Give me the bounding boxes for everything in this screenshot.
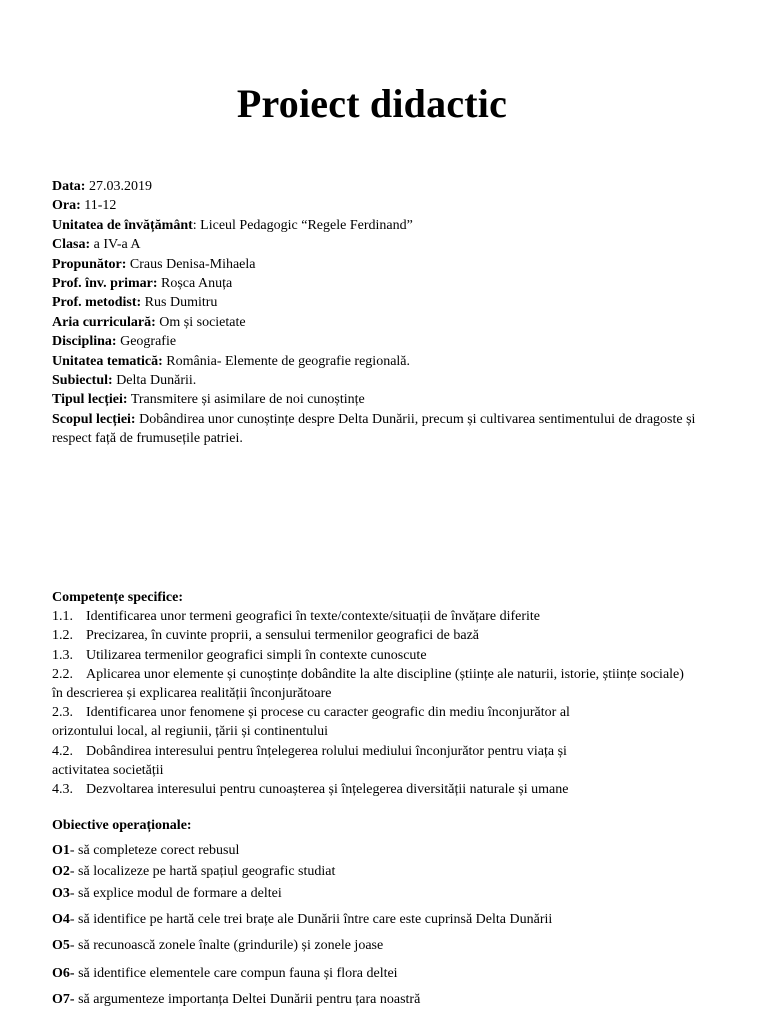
info-row-proposer: Propunător: Craus Denisa-Mihaela <box>52 256 256 272</box>
page-title: Proiect didactic <box>236 81 508 126</box>
info-row-class: Clasa: a IV-a A <box>52 237 141 253</box>
competence-item: 4.2. Dobândirea interesului pentru înțelegerea rolului mediului înconjurător pentru viața și activitatea societății <box>52 743 567 778</box>
competence-item: 2.3. Identificarea unor fenomene și procese cu caracter geografic din mediu înconjurător al orizontului local, al regiunii, țării și continentului <box>52 705 570 740</box>
competences-heading: Competențe specifice: <box>52 590 184 605</box>
info-row-mentor: Prof. metodist: Rus Dumitru <box>52 295 218 311</box>
competence-item: 1.2. Precizarea, în cuvinte proprii, a sensului termenilor geografici de bază <box>52 628 479 644</box>
objective-item: O6- să identifice elementele care compun fauna și flora deltei <box>52 966 398 981</box>
competence-item: 1.1. Identificarea unor termeni geografici în texte/contexte/situații de învățare diferite <box>52 609 541 625</box>
objective-item: O5- să recunoască zonele înalte (grindurile) și zonele joase <box>52 938 384 953</box>
info-row-lesson-goal: Scopul lecției: Dobândirea unor cunoștințe despre Delta Dunării, precum și cultivarea sentimentului de dragoste și respect față de frumusețile patriei. <box>52 411 696 447</box>
info-row-school: Unitatea de învățământ: Liceul Pedagogic “Regele Ferdinand” <box>52 217 413 233</box>
info-row-subject: Disciplina: Geografie <box>52 334 177 350</box>
objective-item: O1- să completeze corect rebusul <box>52 843 240 858</box>
competence-item: 4.3. Dezvoltarea interesului pentru cunoașterea și înțelegerea diversității naturale și umane <box>52 782 569 798</box>
objectives-heading: Obiective operaționale: <box>52 818 192 833</box>
objective-item: O3- să explice modul de formare a deltei <box>52 886 282 901</box>
objective-item: O4- să identifice pe hartă cele trei brațe ale Dunării între care este cuprinsă Delta Dunării <box>52 912 553 927</box>
specific-competences <box>52 588 732 799</box>
lesson-info <box>52 177 732 449</box>
info-row-lesson-type: Tipul lecției: Transmitere și asimilare de noi cunoștințe <box>52 392 365 408</box>
info-row-teacher: Prof. înv. primar: Roșca Anuța <box>52 276 233 292</box>
info-row-topic: Subiectul: Delta Dunării. <box>52 373 197 389</box>
info-row-unit: Unitatea tematică: România- Elemente de geografie regională. <box>52 353 411 369</box>
competence-item: 2.2. Aplicarea unor elemente și cunoștințe dobândite la alte discipline (științe ale naturii, istorie, științe sociale) în descrierea și explicarea realității înconjurătoare <box>52 666 684 702</box>
info-row-date: Data: 27.03.2019 <box>52 179 152 194</box>
objective-item: O7- să argumenteze importanța Deltei Dunării pentru țara noastră <box>52 992 421 1007</box>
objective-item: O2- să localizeze pe hartă spațiul geografic studiat <box>52 864 336 879</box>
info-row-curricular-area: Aria curriculară: Om și societate <box>52 314 246 330</box>
operational-objectives <box>52 818 732 1007</box>
competence-item: 1.3. Utilizarea termenilor geografici simpli în contexte cunoscute <box>52 647 427 663</box>
info-row-hour: Ora: 11-12 <box>52 198 117 214</box>
